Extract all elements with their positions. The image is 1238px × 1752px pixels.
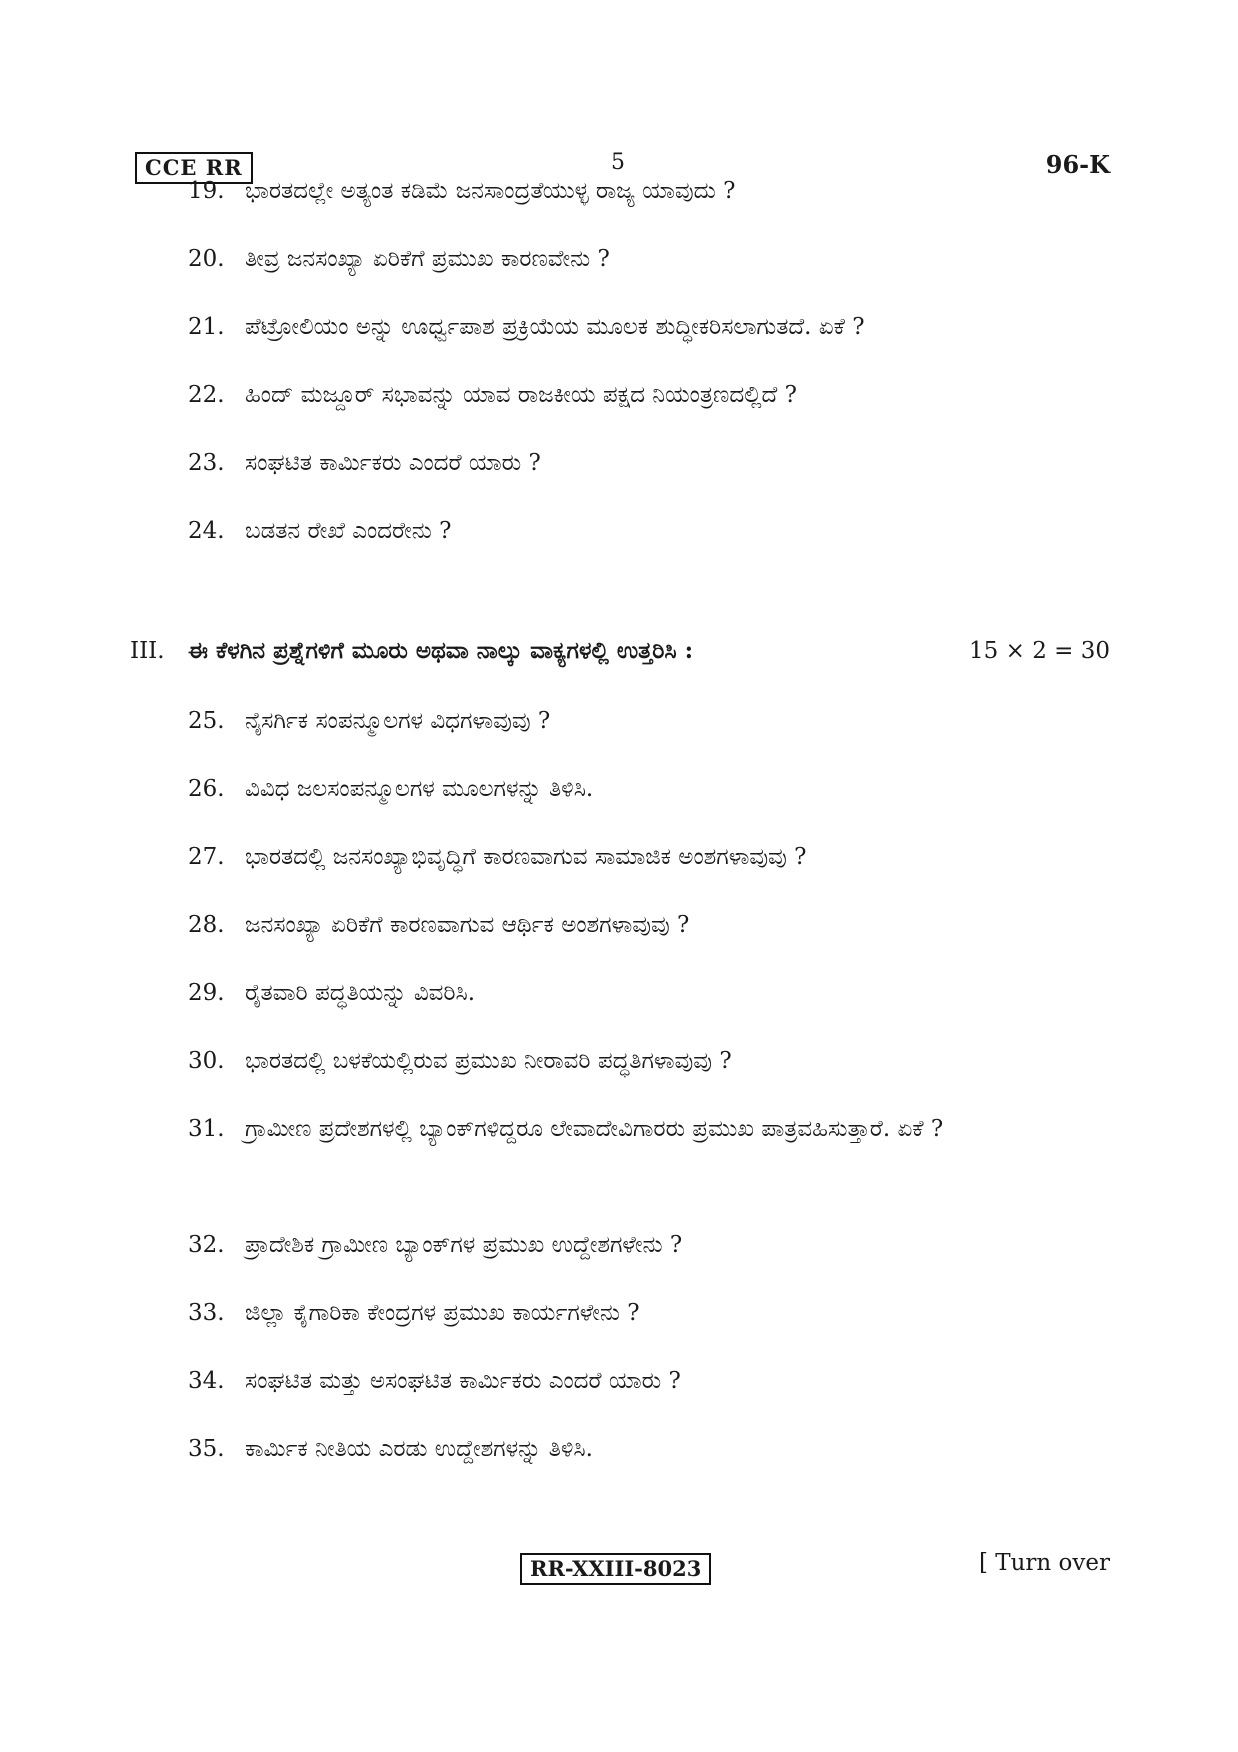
question-number: 35. xyxy=(188,1436,225,1462)
question-number: 30. xyxy=(188,1048,225,1074)
question-item xyxy=(188,698,1110,744)
question-item xyxy=(188,1426,1110,1472)
question-text: ಕಾರ್ಮಿಕ ನೀತಿಯ ಎರಡು ಉದ್ದೇಶಗಳನ್ನು ತಿಳಿಸಿ. xyxy=(245,1436,593,1462)
section-heading xyxy=(130,628,1110,674)
footer-paper-code: RR-XXIII-8023 xyxy=(520,1553,711,1585)
question-text: ಪೆಟ್ರೋಲಿಯಂ ಅನ್ನು ಊರ್ಧ್ವಪಾಶ ಪ್ರಕ್ರಿಯೆಯ ಮೂಲಕ ಶುದ್ಧೀಕರಿಸಲಾಗುತದೆ. ಏಕೆ ? xyxy=(245,314,865,340)
question-number: 27. xyxy=(188,844,225,870)
question-item xyxy=(188,1358,1110,1404)
question-text: ಜನಸಂಖ್ಯಾ ಏರಿಕೆಗೆ ಕಾರಣವಾಗುವ ಆರ್ಥಿಕ ಅಂಶಗಳಾವುವು ? xyxy=(245,912,690,938)
question-number: 34. xyxy=(188,1368,225,1394)
section-number: III. xyxy=(130,638,165,664)
question-number: 32. xyxy=(188,1232,225,1258)
question-item xyxy=(188,372,1110,418)
question-item xyxy=(188,902,1110,948)
question-text: ಗ್ರಾಮೀಣ ಪ್ರದೇಶಗಳಲ್ಲಿ ಬ್ಯಾಂಕ್‌ಗಳಿದ್ದರೂ ಲೇವಾದೇವಿಗಾರರು ಪ್ರಮುಖ ಪಾತ್ರವಹಿಸುತ್ತಾರೆ. ಏಕೆ ? xyxy=(245,1116,944,1142)
question-item xyxy=(188,236,1110,282)
question-item xyxy=(188,304,1110,350)
question-text: ಬಡತನ ರೇಖೆ ಎಂದರೇನು ? xyxy=(245,518,452,544)
question-item xyxy=(188,1290,1110,1336)
question-number: 20. xyxy=(188,246,225,272)
question-item xyxy=(188,766,1110,812)
question-number: 31. xyxy=(188,1116,225,1142)
page-number: 5 xyxy=(611,150,625,175)
question-item xyxy=(188,834,1110,880)
question-text: ನೈಸರ್ಗಿಕ ಸಂಪನ್ಮೂಲಗಳ ವಿಧಗಳಾವುವು ? xyxy=(245,708,551,734)
question-text: ಪ್ರಾದೇಶಿಕ ಗ್ರಾಮೀಣ ಬ್ಯಾಂಕ್‌ಗಳ ಪ್ರಮುಖ ಉದ್ದೇಶಗಳೇನು ? xyxy=(245,1232,683,1258)
paper-code-box: CCE RR xyxy=(135,152,253,184)
question-text: ಜಿಲ್ಲಾ ಕೈಗಾರಿಕಾ ಕೇಂದ್ರಗಳ ಪ್ರಮುಖ ಕಾರ್ಯಗಳೇನು ? xyxy=(245,1300,640,1326)
question-item xyxy=(188,168,1110,214)
question-text: ತೀವ್ರ ಜನಸಂಖ್ಯಾ ಏರಿಕೆಗೆ ಪ್ರಮುಖ ಕಾರಣವೇನು ? xyxy=(245,246,610,272)
question-number: 19. xyxy=(188,178,225,204)
question-text: ಭಾರತದಲ್ಲಿ ಬಳಕೆಯಲ್ಲಿರುವ ಪ್ರಮುಖ ನೀರಾವರಿ ಪದ್ಧತಿಗಳಾವುವು ? xyxy=(245,1048,732,1074)
question-number: 29. xyxy=(188,980,225,1006)
question-number: 26. xyxy=(188,776,225,802)
question-text: ಭಾರತದಲ್ಲಿ ಜನಸಂಖ್ಯಾಭಿವೃದ್ಧಿಗೆ ಕಾರಣವಾಗುವ ಸಾಮಾಜಿಕ ಅಂಶಗಳಾವುವು ? xyxy=(245,844,807,870)
question-number: 33. xyxy=(188,1300,225,1326)
series-code: 96-K xyxy=(1045,150,1110,179)
question-number: 25. xyxy=(188,708,225,734)
question-text: ಸಂಘಟಿತ ಕಾರ್ಮಿಕರು ಎಂದರೆ ಯಾರು ? xyxy=(245,450,541,476)
question-item xyxy=(188,508,1110,554)
question-item xyxy=(188,1038,1110,1084)
question-text: ರೈತವಾರಿ ಪದ್ಧತಿಯನ್ನು ವಿವರಿಸಿ. xyxy=(245,980,476,1006)
question-number: 23. xyxy=(188,450,225,476)
question-number: 22. xyxy=(188,382,225,408)
turn-over-note: [ Turn over xyxy=(978,1550,1110,1576)
question-text: ಭಾರತದಲ್ಲೇ ಅತ್ಯಂತ ಕಡಿಮೆ ಜನಸಾಂದ್ರತೆಯುಳ್ಳ ರಾಜ್ಯ ಯಾವುದು ? xyxy=(245,178,736,204)
question-item xyxy=(188,1106,1110,1152)
question-item xyxy=(188,970,1110,1016)
question-text: ಹಿಂದ್ ಮಜ್ದೂರ್ ಸಭಾವನ್ನು ಯಾವ ರಾಜಕೀಯ ಪಕ್ಷದ ನಿಯಂತ್ರಣದಲ್ಲಿದೆ ? xyxy=(245,382,797,408)
question-text: ವಿವಿಧ ಜಲಸಂಪನ್ಮೂಲಗಳ ಮೂಲಗಳನ್ನು ತಿಳಿಸಿ. xyxy=(245,776,594,802)
question-item xyxy=(188,440,1110,486)
question-number: 24. xyxy=(188,518,225,544)
question-text: ಸಂಘಟಿತ ಮತ್ತು ಅಸಂಘಟಿತ ಕಾರ್ಮಿಕರು ಎಂದರೆ ಯಾರು ? xyxy=(245,1368,681,1394)
section-instruction: ಈ ಕೆಳಗಿನ ಪ್ರಶ್ನೆಗಳಿಗೆ ಮೂರು ಅಥವಾ ನಾಲ್ಕು ವಾಕ್ಯಗಳಲ್ಲಿ ಉತ್ತರಿಸಿ : xyxy=(188,637,694,664)
question-item xyxy=(188,1222,1110,1268)
question-number: 21. xyxy=(188,314,225,340)
question-number: 28. xyxy=(188,912,225,938)
section-marks: 15 × 2 = 30 xyxy=(969,638,1110,664)
